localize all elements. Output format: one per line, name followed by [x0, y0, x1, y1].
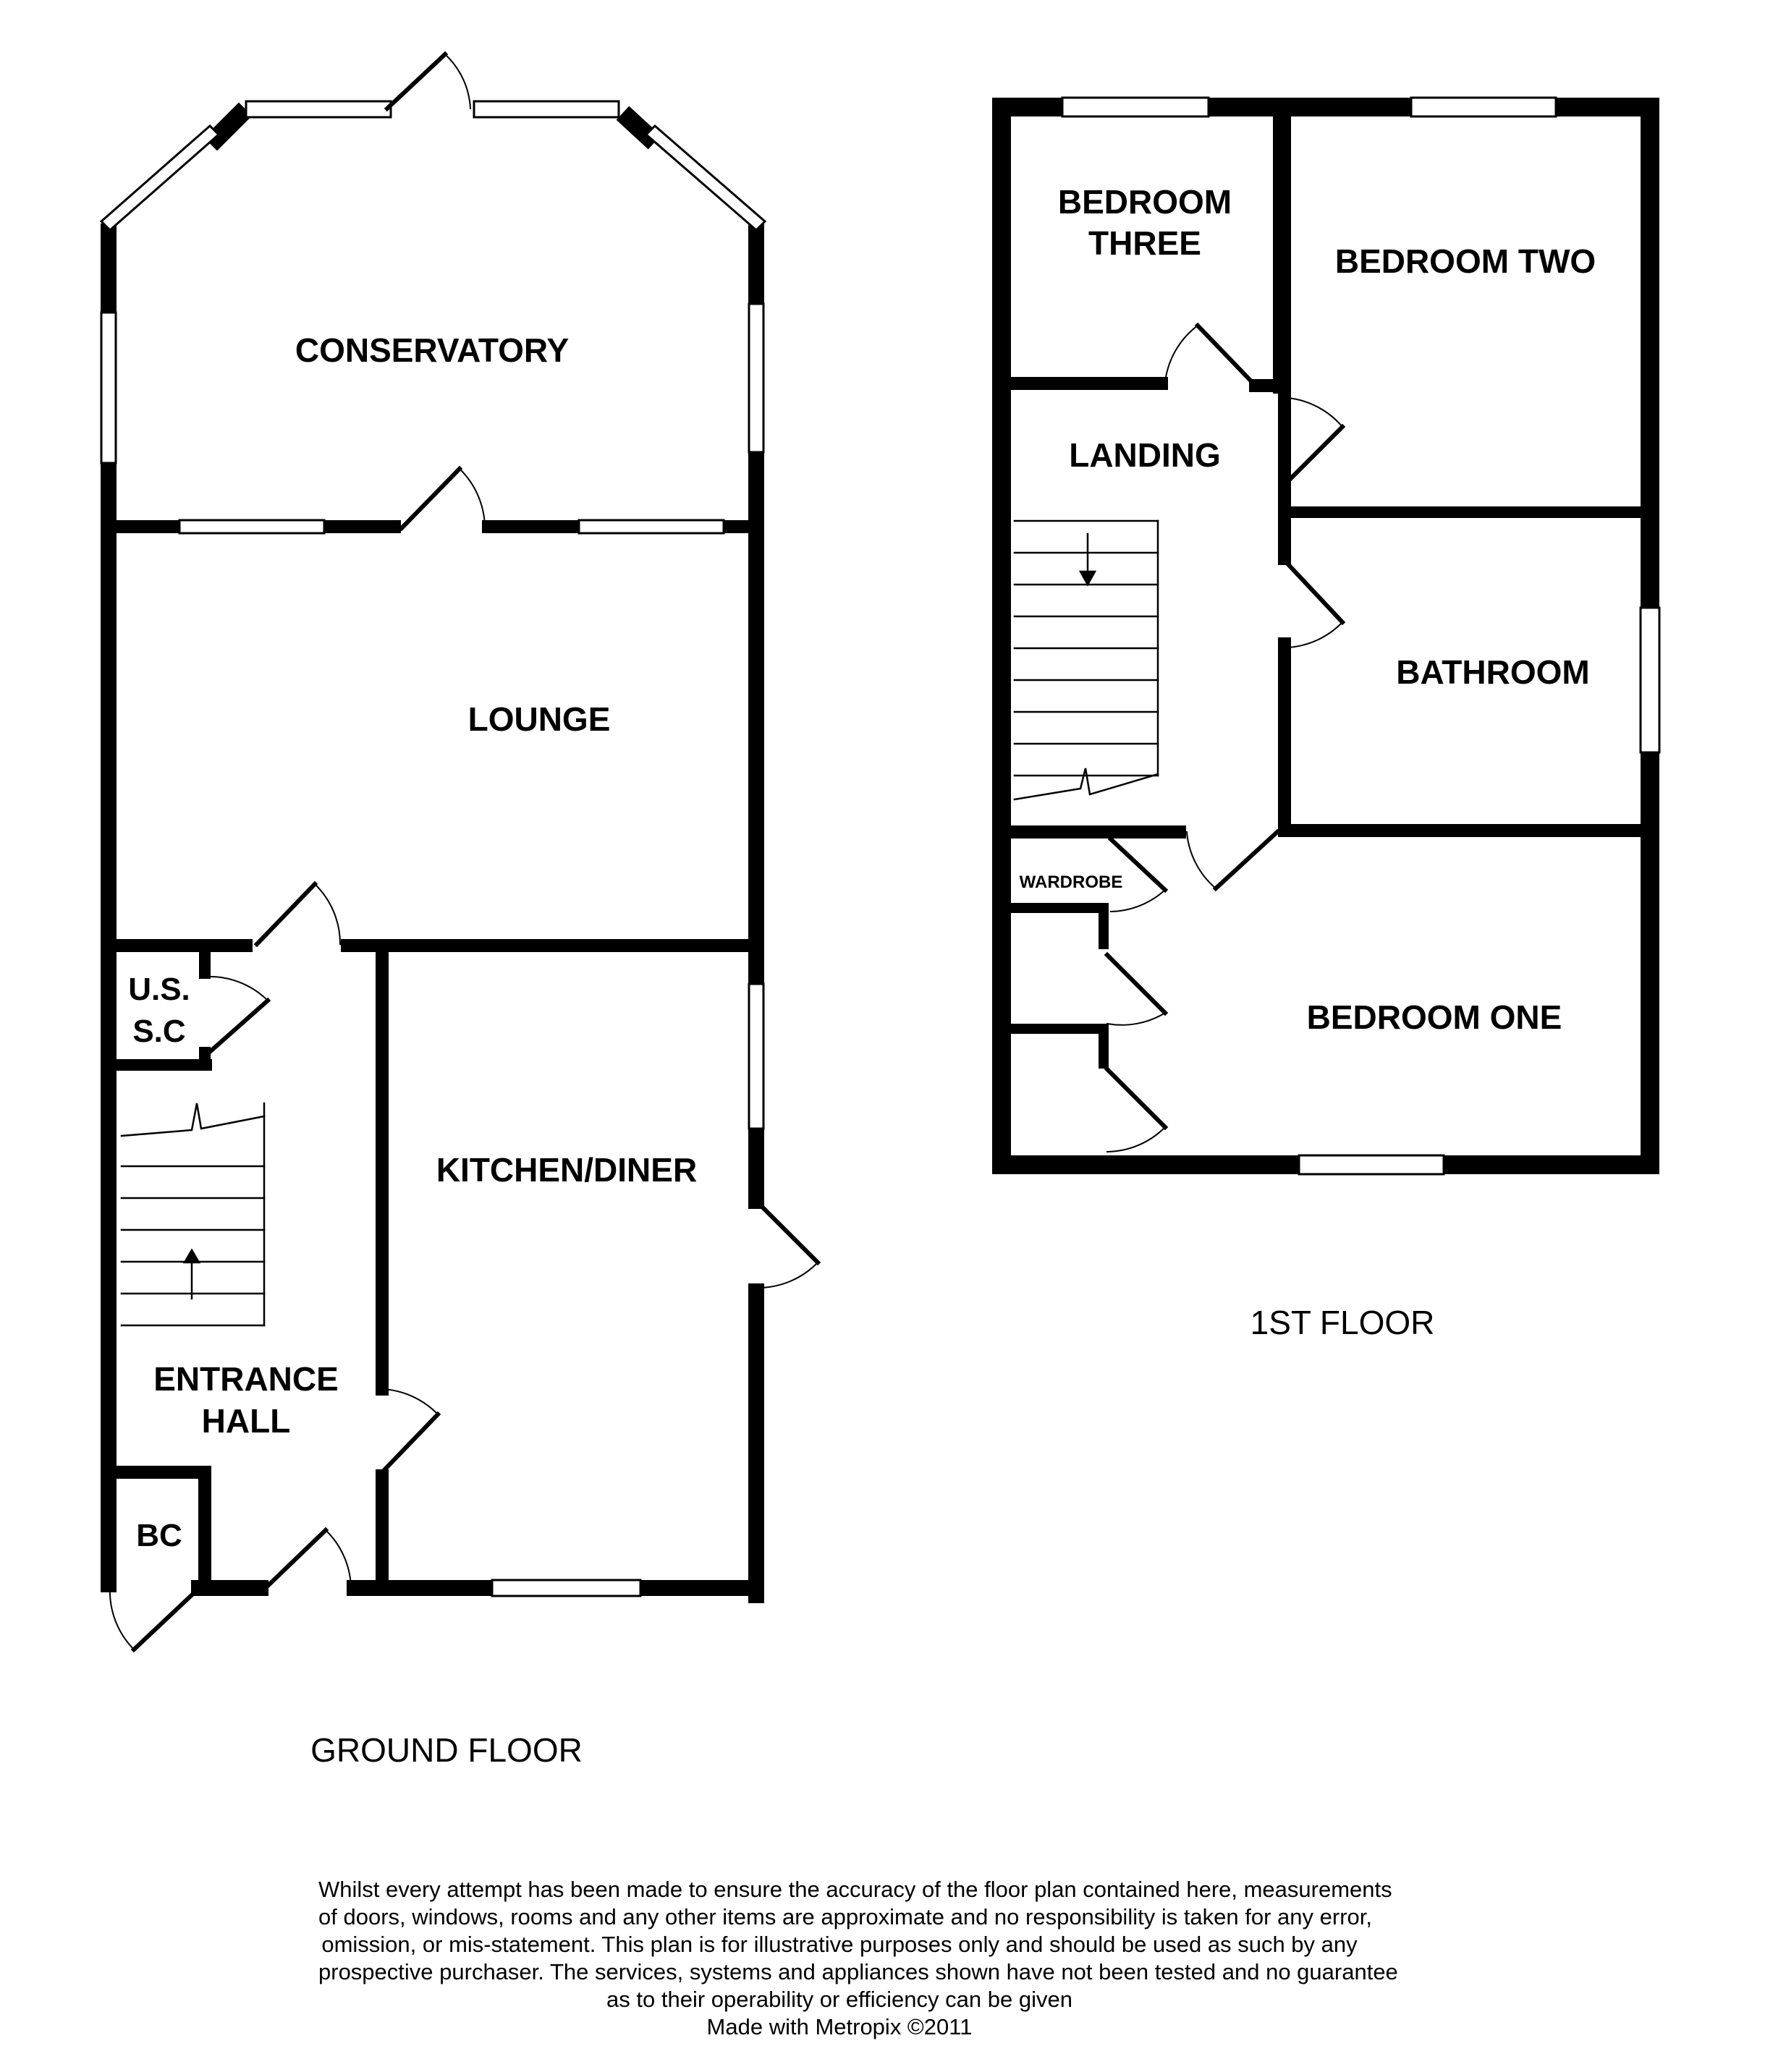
- conservatory-windows: [101, 101, 765, 463]
- room-label-wardrobe: WARDROBE: [1019, 872, 1123, 892]
- conservatory-walls: [109, 116, 756, 532]
- room-label-bedroom-three-line1: BEDROOM: [1057, 183, 1232, 221]
- kitchen-window: [492, 1580, 640, 1596]
- room-label-lounge: LOUNGE: [467, 700, 611, 738]
- room-label-bedroom-two: BEDROOM TWO: [1334, 242, 1596, 280]
- ground-doors: [110, 884, 818, 1649]
- lounge-windows: [179, 520, 763, 1129]
- room-label-landing: LANDING: [1069, 436, 1221, 474]
- ground-stairs: [122, 1103, 264, 1325]
- disclaimer-line: of doors, windows, rooms and any other items are approximate and no responsibility is taken for any error,: [318, 1904, 1373, 1929]
- disclaimer-line: Whilst every attempt has been made to ensure the accuracy of the floor plan contained here, measurements: [318, 1877, 1392, 1902]
- room-label-kitchen-diner: KITCHEN/DINER: [436, 1151, 698, 1189]
- first-stairs: [1015, 521, 1158, 799]
- room-label-bathroom: BATHROOM: [1396, 653, 1590, 691]
- disclaimer-text: [318, 1876, 1398, 2041]
- ground-floor-title: GROUND FLOOR: [310, 1731, 583, 1769]
- lounge-door: [402, 469, 485, 528]
- disclaimer-line: prospective purchaser. The services, systems and appliances shown have not been tested and no guarantee: [318, 1959, 1398, 1984]
- disclaimer-line: as to their operability or efficiency can be given: [606, 1987, 1072, 2012]
- ground-internal-walls: [116, 946, 756, 1588]
- conservatory-door: [387, 54, 470, 109]
- room-label-entrance-hall-line2: HALL: [201, 1402, 291, 1440]
- room-label-bc: BC: [136, 1518, 182, 1553]
- room-label-conservatory: CONSERVATORY: [295, 331, 570, 369]
- disclaimer-line: omission, or mis-statement. This plan is for illustrative purposes only and should be used as such by any: [321, 1932, 1358, 1957]
- metropix-credit: Made with Metropix ©2011: [706, 2014, 973, 2039]
- room-label-entrance-hall-line1: ENTRANCE: [153, 1360, 339, 1398]
- room-label-bedroom-one: BEDROOM ONE: [1306, 998, 1562, 1036]
- room-label-usc-line2: S.C: [132, 1014, 186, 1049]
- room-label-bedroom-three-line2: THREE: [1088, 224, 1201, 262]
- first-floor-title: 1ST FLOOR: [1250, 1304, 1435, 1341]
- room-label-usc-line1: U.S.: [128, 972, 190, 1007]
